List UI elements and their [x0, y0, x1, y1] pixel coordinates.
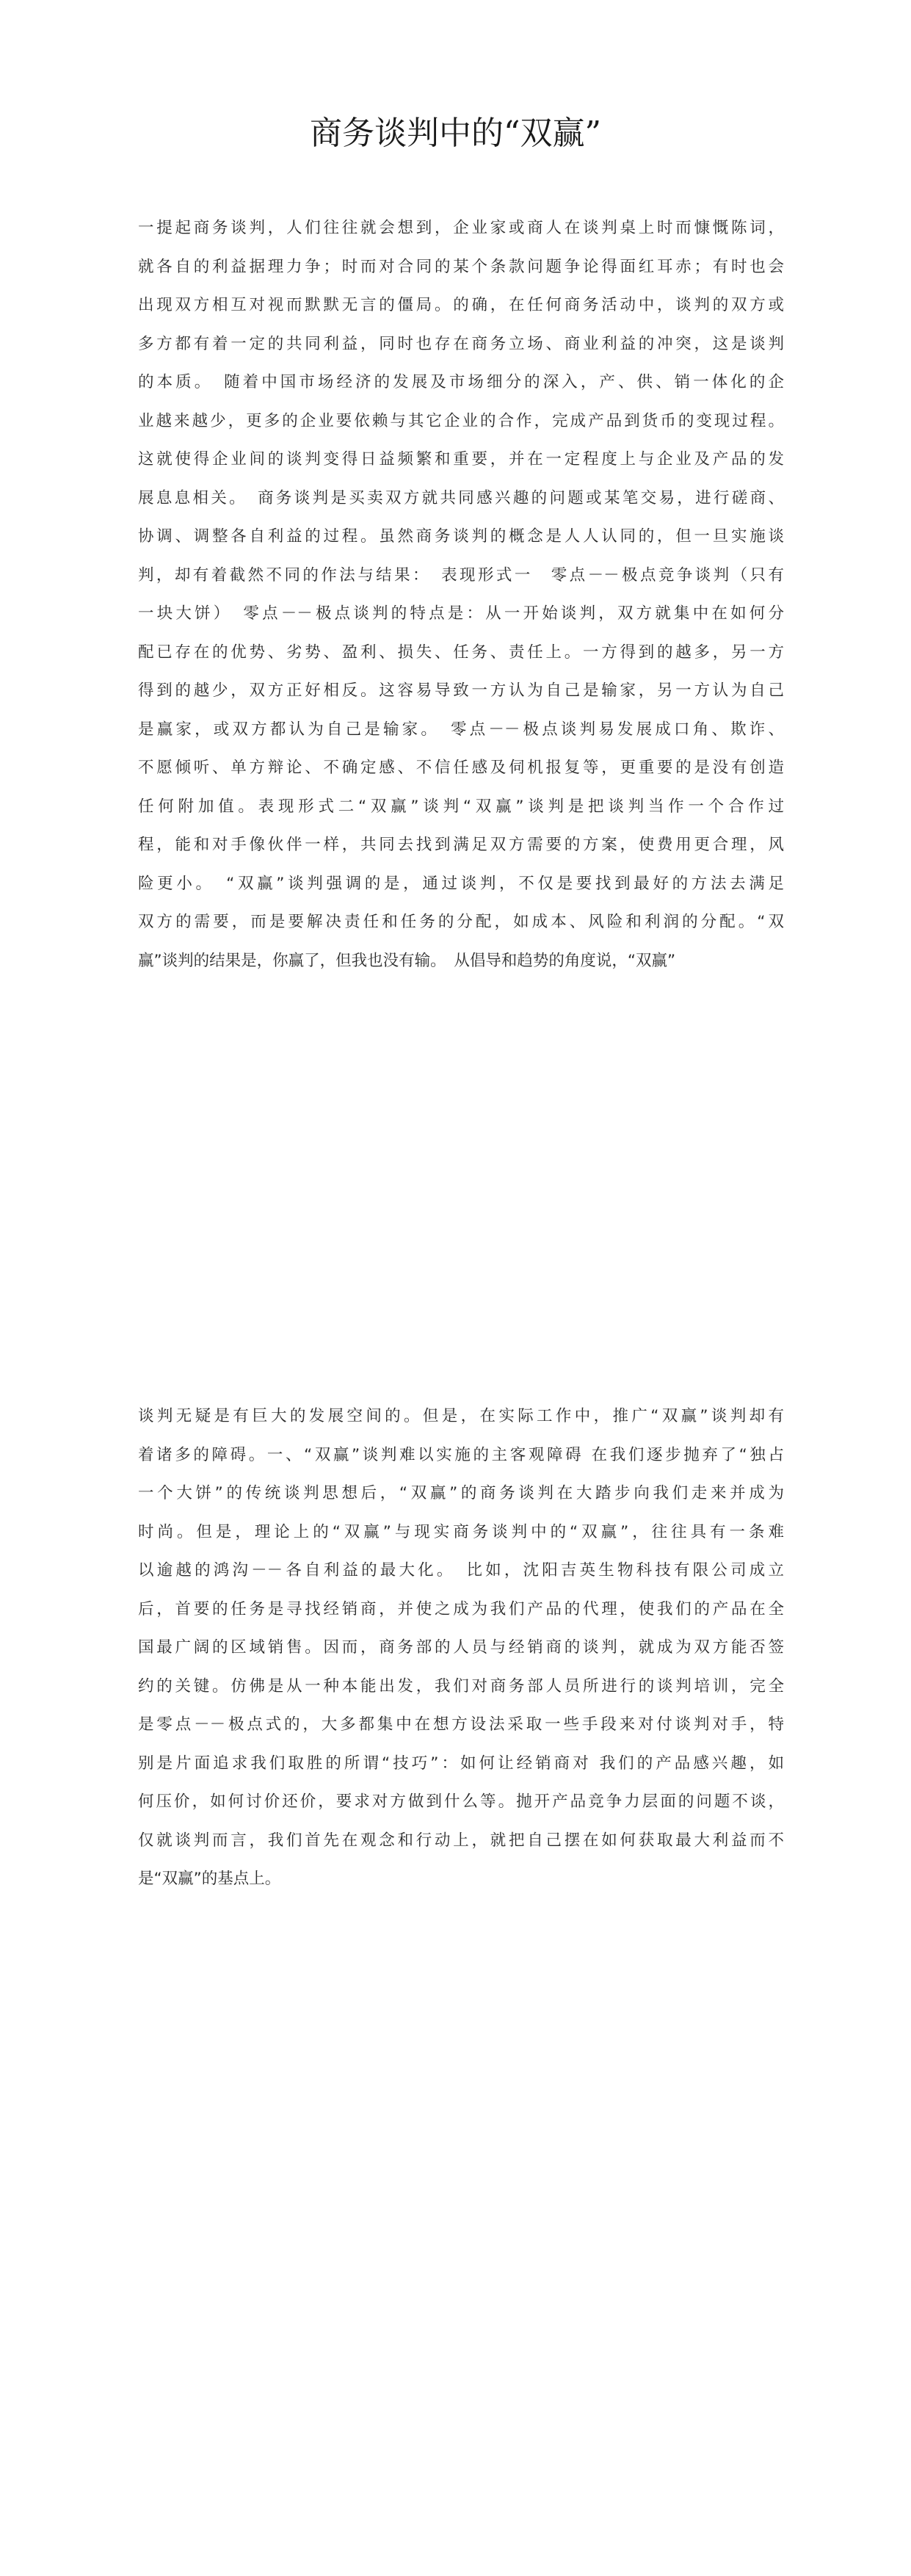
text-line: 判，却有着截然不同的作法与结果： 表现形式一 零点－－极点竞争谈判（只有 [138, 565, 784, 585]
text-line: 配已存在的优势、劣势、盈利、损失、任务、责任上。一方得到的越多，另一方 [138, 643, 784, 662]
text-line: 业越来越少，更多的企业要依赖与其它企业的合作，完成产品到货币的变现过程。 [138, 411, 784, 430]
body-text-block-1 [138, 209, 784, 980]
text-line: 任何附加值。表现形式二“双赢”谈判“双赢”谈判是把谈判当作一个合作过 [138, 797, 784, 816]
text-line: 双方的需要，而是要解决责任和任务的分配，如成本、风险和利润的分配。“双 [138, 913, 784, 931]
text-line: 一提起商务谈判，人们往往就会想到，企业家或商人在谈判桌上时而慷慨陈词， [138, 219, 784, 237]
text-line: 展息息相关。 商务谈判是买卖双方就共同感兴趣的问题或某笔交易，进行磋商、 [138, 488, 784, 507]
text-line: 是“双赢”的基点上。 [138, 1870, 281, 1888]
text-line: 国最广阔的区域销售。因而，商务部的人员与经销商的谈判，就成为双方能否签 [138, 1638, 784, 1657]
text-line: 不愿倾听、单方辩论、不确定感、不信任感及伺机报复等，更重要的是没有创造 [138, 759, 784, 777]
text-line: 是赢家，或双方都认为自己是输家。 零点－－极点谈判易发展成口角、欺诈、 [138, 720, 784, 739]
text-line: 这就使得企业间的谈判变得日益频繁和重要，并在一定程度上与企业及产品的发 [138, 450, 784, 468]
text-line: 一块大饼） 零点－－极点谈判的特点是：从一开始谈判，双方就集中在如何分 [138, 604, 784, 623]
body-text-block-2 [138, 1397, 784, 1899]
text-line: 的本质。 随着中国市场经济的发展及市场细分的深入，产、供、销一体化的企 [138, 373, 784, 391]
text-line: 赢”谈判的结果是，你赢了，但我也没有输。 从倡导和趋势的角度说，“双赢” [138, 951, 676, 970]
text-line: 时尚。但是，理论上的“双赢”与现实商务谈判中的“双赢”，往往具有一条难 [138, 1522, 784, 1541]
text-line: 多方都有着一定的共同利益，同时也存在商务立场、商业利益的冲突，这是谈判 [138, 334, 784, 353]
text-line: 约的关键。仿佛是从一种本能出发，我们对商务部人员所进行的谈判培训，完全 [138, 1676, 784, 1696]
text-line: 仅就谈判而言，我们首先在观念和行动上，就把自己摆在如何获取最大利益而不 [138, 1831, 784, 1850]
text-line: 何压价，如何讨价还价，要求对方做到什么等。抛开产品竞争力层面的问题不谈， [138, 1792, 784, 1811]
text-line: 是零点－－极点式的，大多都集中在想方设法采取一些手段来对付谈判对手，特 [138, 1715, 784, 1734]
text-line: 险更小。 “双赢”谈判强调的是，通过谈判，不仅是要找到最好的方法去满足 [138, 874, 784, 893]
text-line: 出现双方相互对视而默默无言的僵局。的确，在任何商务活动中，谈判的双方或 [138, 296, 784, 314]
document-title: 商务谈判中的“双赢” [310, 115, 601, 152]
text-line: 别是片面追求我们取胜的所谓“技巧”：如何让经销商对 我们的产品感兴趣，如 [138, 1754, 784, 1773]
text-line: 谈判无疑是有巨大的发展空间的。但是，在实际工作中，推广“双赢”谈判却有 [138, 1407, 784, 1425]
text-line: 以逾越的鸿沟－－各自利益的最大化。 比如，沈阳吉英生物科技有限公司成立 [138, 1561, 784, 1580]
text-line: 着诸多的障碍。一、“双赢”谈判难以实施的主客观障碍 在我们逐步抛弃了“独占 [138, 1445, 784, 1464]
text-line: 程，能和对手像伙伴一样，共同去找到满足双方需要的方案，使费用更合理，风 [138, 836, 784, 854]
text-line: 一个大饼”的传统谈判思想后，“双赢”的商务谈判在大踏步向我们走来并成为 [138, 1484, 784, 1502]
text-line: 协调、调整各自利益的过程。虽然商务谈判的概念是人人认同的，但一旦实施谈 [138, 527, 784, 546]
text-line: 就各自的利益据理力争；时而对合同的某个条款问题争论得面红耳赤；有时也会 [138, 257, 784, 276]
text-line: 后，首要的任务是寻找经销商，并使之成为我们产品的代理，使我们的产品在全 [138, 1599, 784, 1618]
text-line: 得到的越少，双方正好相反。这容易导致一方认为自己是输家，另一方认为自己 [138, 681, 784, 700]
